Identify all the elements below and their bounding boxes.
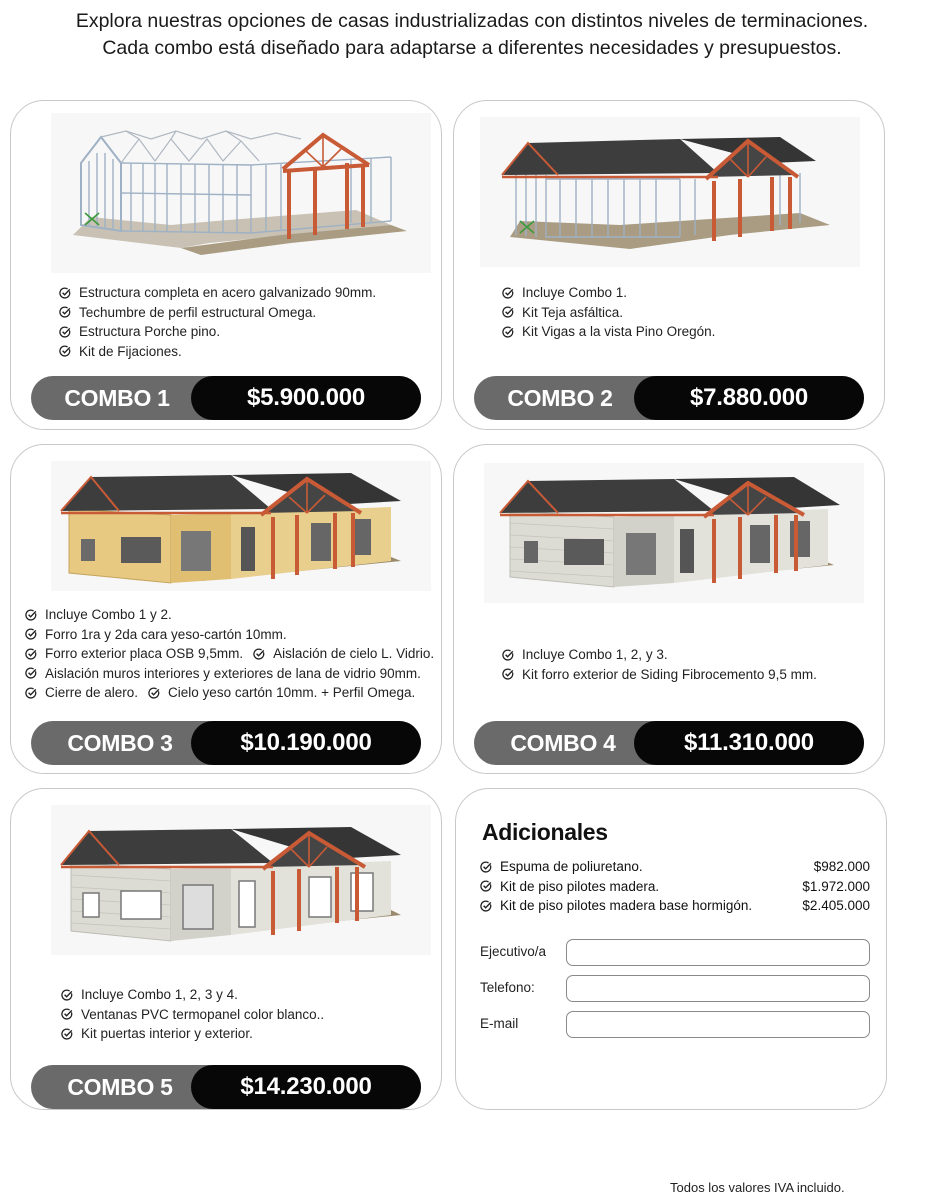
combo-5-price: $14.230.000 <box>191 1065 421 1109</box>
adicional-item <box>480 857 870 877</box>
intro-line-2: Cada combo está diseñado para adaptarse a diferentes necesidades y presupuestos. <box>102 37 842 59</box>
adicional-price: $982.000 <box>813 859 870 875</box>
check-circle-icon <box>148 687 160 699</box>
phone-label: Telefono: <box>480 980 535 995</box>
adicional-name: Kit de piso pilotes madera base hormigón. <box>500 898 753 914</box>
check-circle-icon <box>25 687 37 699</box>
combo-3-house-image <box>51 461 431 591</box>
combo-1-label-bar[interactable] <box>31 376 421 420</box>
combo-4-features <box>502 645 817 684</box>
combo-5-label-bar[interactable] <box>31 1065 421 1109</box>
combo-2-features <box>502 283 715 342</box>
adicional-name: Kit de piso pilotes madera. <box>500 878 660 894</box>
check-circle-icon <box>480 861 492 873</box>
check-circle-icon <box>480 900 492 912</box>
combo-card-3 <box>10 444 442 774</box>
adicional-name: Espuma de poliuretano. <box>500 859 643 875</box>
adicional-item <box>480 877 870 897</box>
combo-5-features <box>61 985 324 1044</box>
check-circle-icon <box>25 648 37 660</box>
combo-5-house-image <box>51 805 431 955</box>
combo-1-house-image <box>51 113 431 273</box>
adicional-price: $1.972.000 <box>802 878 870 894</box>
adicional-price: $2.405.000 <box>802 898 870 914</box>
check-circle-icon <box>502 287 514 299</box>
combo-4-label-bar[interactable] <box>474 721 864 765</box>
feature-item: Estructura completa en acero galvanizado 90mm. <box>59 283 376 303</box>
phone-row <box>480 975 870 1002</box>
combo-3-label-bar[interactable] <box>31 721 421 765</box>
executive-row <box>480 939 870 966</box>
feature-item: Incluye Combo 1, 2, 3 y 4. <box>61 985 324 1005</box>
phone-field[interactable] <box>566 975 870 1002</box>
check-circle-icon <box>25 609 37 621</box>
combo-card-2 <box>453 100 885 430</box>
check-circle-icon <box>502 668 514 680</box>
check-circle-icon <box>502 326 514 338</box>
check-circle-icon <box>59 345 71 357</box>
combo-2-house-image <box>480 117 860 267</box>
feature-item: Kit Teja asfáltica. <box>502 303 715 323</box>
feature-item: Aislación muros interiores y exteriores de lana de vidrio 90mm. <box>25 664 434 684</box>
check-circle-icon <box>480 880 492 892</box>
combo-1-price: $5.900.000 <box>191 376 421 420</box>
feature-item: Forro exterior placa OSB 9,5mm. Aislación de cielo L. Vidrio. <box>25 644 434 664</box>
feature-item: Kit puertas interior y exterior. <box>61 1024 324 1044</box>
combo-3-name: COMBO 3 <box>67 730 173 756</box>
combo-card-4 <box>453 444 885 774</box>
feature-item: Cierre de alero. Cielo yeso cartón 10mm. + Perfil Omega. <box>25 683 434 703</box>
combo-2-name: COMBO 2 <box>507 385 613 411</box>
check-circle-icon <box>61 989 73 1001</box>
feature-item: Incluye Combo 1, 2, y 3. <box>502 645 817 665</box>
check-circle-icon <box>253 648 265 660</box>
check-circle-icon <box>25 628 37 640</box>
executive-label: Ejecutivo/a <box>480 944 547 959</box>
combo-1-features <box>59 283 376 361</box>
combo-1-name: COMBO 1 <box>64 385 170 411</box>
adicionales-list <box>480 857 870 916</box>
combo-3-features <box>25 605 434 703</box>
feature-item: Ventanas PVC termopanel color blanco.. <box>61 1005 324 1025</box>
check-circle-icon <box>25 667 37 679</box>
feature-item: Kit forro exterior de Siding Fibrocemento 9,5 mm. <box>502 665 817 685</box>
combo-card-5 <box>10 788 442 1110</box>
check-circle-icon <box>59 306 71 318</box>
feature-item: Estructura Porche pino. <box>59 322 376 342</box>
adicional-item <box>480 896 870 916</box>
feature-item: Techumbre de perfil estructural Omega. <box>59 303 376 323</box>
email-field[interactable] <box>566 1011 870 1038</box>
check-circle-icon <box>61 1008 73 1020</box>
combo-4-house-image <box>484 463 864 603</box>
combo-2-label-bar[interactable] <box>474 376 864 420</box>
combo-3-price: $10.190.000 <box>191 721 421 765</box>
adicionales-title: Adicionales <box>482 819 608 845</box>
feature-item: Kit Vigas a la vista Pino Oregón. <box>502 322 715 342</box>
combo-card-1 <box>10 100 442 430</box>
combo-4-price: $11.310.000 <box>634 721 864 765</box>
check-circle-icon <box>502 649 514 661</box>
check-circle-icon <box>502 306 514 318</box>
feature-item: Incluye Combo 1 y 2. <box>25 605 434 625</box>
combo-5-name: COMBO 5 <box>67 1074 173 1100</box>
intro-line-1: Explora nuestras opciones de casas industrializadas con distintos niveles de terminaciones. <box>75 10 869 32</box>
combo-4-name: COMBO 4 <box>510 730 616 756</box>
check-circle-icon <box>59 326 71 338</box>
combo-2-price: $7.880.000 <box>634 376 864 420</box>
executive-field[interactable] <box>566 939 870 966</box>
feature-item: Incluye Combo 1. <box>502 283 715 303</box>
feature-item: Kit de Fijaciones. <box>59 342 376 362</box>
adicionales-card <box>455 788 887 1110</box>
check-circle-icon <box>59 287 71 299</box>
email-row <box>480 1011 870 1038</box>
email-label: E-mail <box>480 1016 519 1031</box>
footer-note: Todos los valores IVA incluido. <box>670 1180 845 1195</box>
check-circle-icon <box>61 1028 73 1040</box>
feature-item: Forro 1ra y 2da cara yeso-cartón 10mm. <box>25 625 434 645</box>
intro-text <box>0 8 944 62</box>
